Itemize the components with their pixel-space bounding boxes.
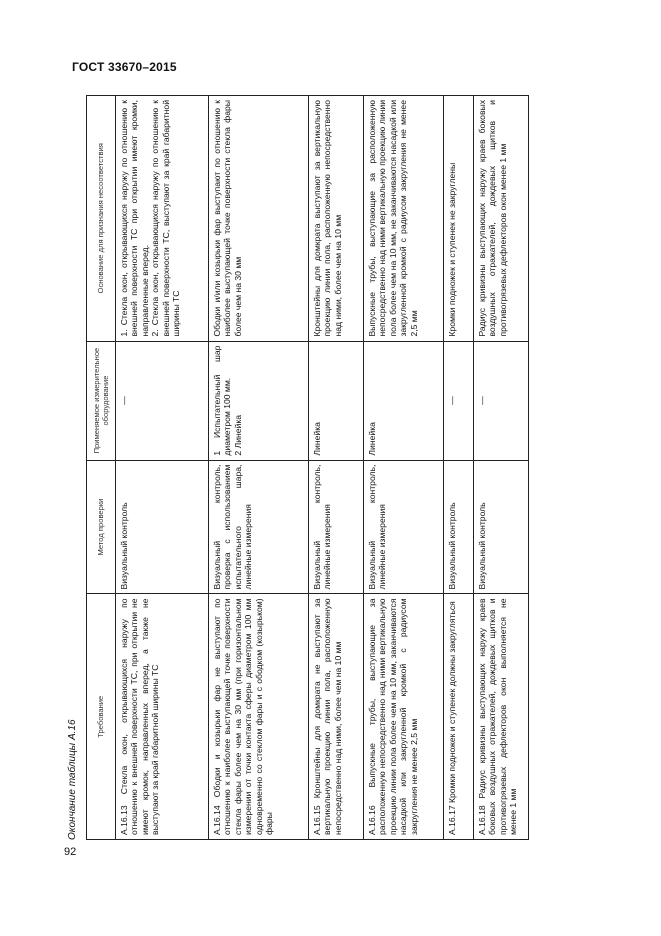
header-method: Метод проверки xyxy=(87,460,116,594)
header-basis: Основание для признания несоответствия xyxy=(87,96,116,342)
table-region xyxy=(86,95,519,840)
cell-requirement: А.16.17 Кромки подножек и ступенек должны закругляться xyxy=(444,594,474,840)
cell-basis: Радиус кривизны выступающих наружу краев боковых воздушных отражателей, дождевых щитков и противогрязевых дефлекторов окон менее 1 мм xyxy=(474,96,529,342)
cell-method: Визуальный контроль xyxy=(474,460,529,594)
caption-region xyxy=(56,95,82,840)
header-equipment: Применяемое измерительное оборудование xyxy=(87,341,116,460)
table-header-row xyxy=(87,96,116,840)
cell-method: Визуальный контроль, линейные измерения xyxy=(309,460,364,594)
cell-equipment: — xyxy=(116,341,209,460)
cell-basis: 1. Стекла окон, открывающихся наружу по отношению к внешней поверхности ТС при открытии имеют кромки, направленные вперед. 2. Стекла окон, открывающихся наружу по отношению к внешней поверхности ТС, выступают за край габаритной ширины ТС xyxy=(116,96,209,342)
table-row xyxy=(116,96,209,840)
cell-equipment: 1 Испытательный шар диаметром 100 мм. 2 Линейка xyxy=(209,341,309,460)
table-row xyxy=(309,96,364,840)
table-row xyxy=(364,96,444,840)
cell-requirement: А.16.13 Стекла окон, открывающихся наружу по отношению к внешней поверхности ТС, при открытии не имеют кромок, направленных вперед, а также не выступают за край габаритной ширины ТС xyxy=(116,594,209,840)
cell-requirement: А.16.16 Выпускные трубы, выступающие за расположенную непосредственно над ними вертикальную проекцию линии пола более чем на 10 мм, заканчиваются насадкой или закругленной кромкой с радиусом закругления не менее 2,5 мм xyxy=(364,594,444,840)
cell-basis: Кронштейны для домкрата выступают за вертикальную проекцию линии пола, расположенную непосредственно над ними, более чем на 10 мм xyxy=(309,96,364,342)
table-row xyxy=(474,96,529,840)
table-row xyxy=(209,96,309,840)
cell-method: Визуальный контроль xyxy=(444,460,474,594)
cell-equipment: Линейка xyxy=(364,341,444,460)
cell-equipment: Линейка xyxy=(309,341,364,460)
table-row xyxy=(444,96,474,840)
cell-requirement: А.16.14 Ободки и козырьки фар не выступают по отношению к наиболее выступающей точке поверхности стекла фары более чем на 30 мм (при горизонтальном измерении от точки контакта сферы диаметром 100 мм одновременно со стеклом фары и с ободком (козырьком) фары xyxy=(209,594,309,840)
cell-requirement: А.16.18 Радиус кривизны выступающих наружу краев боковых воздушных отражателей, дождевых щитков и противогрязевых дефлекторов окон выполняется не менее 1 мм xyxy=(474,594,529,840)
cell-equipment: — xyxy=(444,341,474,460)
cell-method: Визуальный контроль, проверка с использованием испытательного шара, линейные измерения xyxy=(209,460,309,594)
header-requirement: Требование xyxy=(87,594,116,840)
cell-requirement: А.16.15 Кронштейны для домкрата не выступают за вертикальную проекцию линии пола, расположенную непосредственно над ними, более чем на 10 мм xyxy=(309,594,364,840)
requirements-table xyxy=(86,95,529,840)
cell-basis: Выпускные трубы, выступающие за расположенную непосредственно над ними вертикальную проекцию линии пола более чем на 10 мм, не заканчиваются насадкой или закругленной кромкой с радиусом закругления не менее 2,5 мм xyxy=(364,96,444,342)
cell-method: Визуальный контроль, линейные измерения xyxy=(364,460,444,594)
document-code: ГОСТ 33670–2015 xyxy=(72,60,177,74)
cell-equipment: — xyxy=(474,341,529,460)
page-number: 92 xyxy=(64,846,77,858)
cell-method: Визуальный контроль xyxy=(116,460,209,594)
cell-basis: Ободки и/или козырьки фар выступают по отношению к наиболее выступающей точке поверхности стекла фары более чем на 30 мм xyxy=(209,96,309,342)
cell-basis: Кромки подножек и ступенек не закруглены xyxy=(444,96,474,342)
table-caption: Окончание таблицы А.16 xyxy=(67,719,78,840)
